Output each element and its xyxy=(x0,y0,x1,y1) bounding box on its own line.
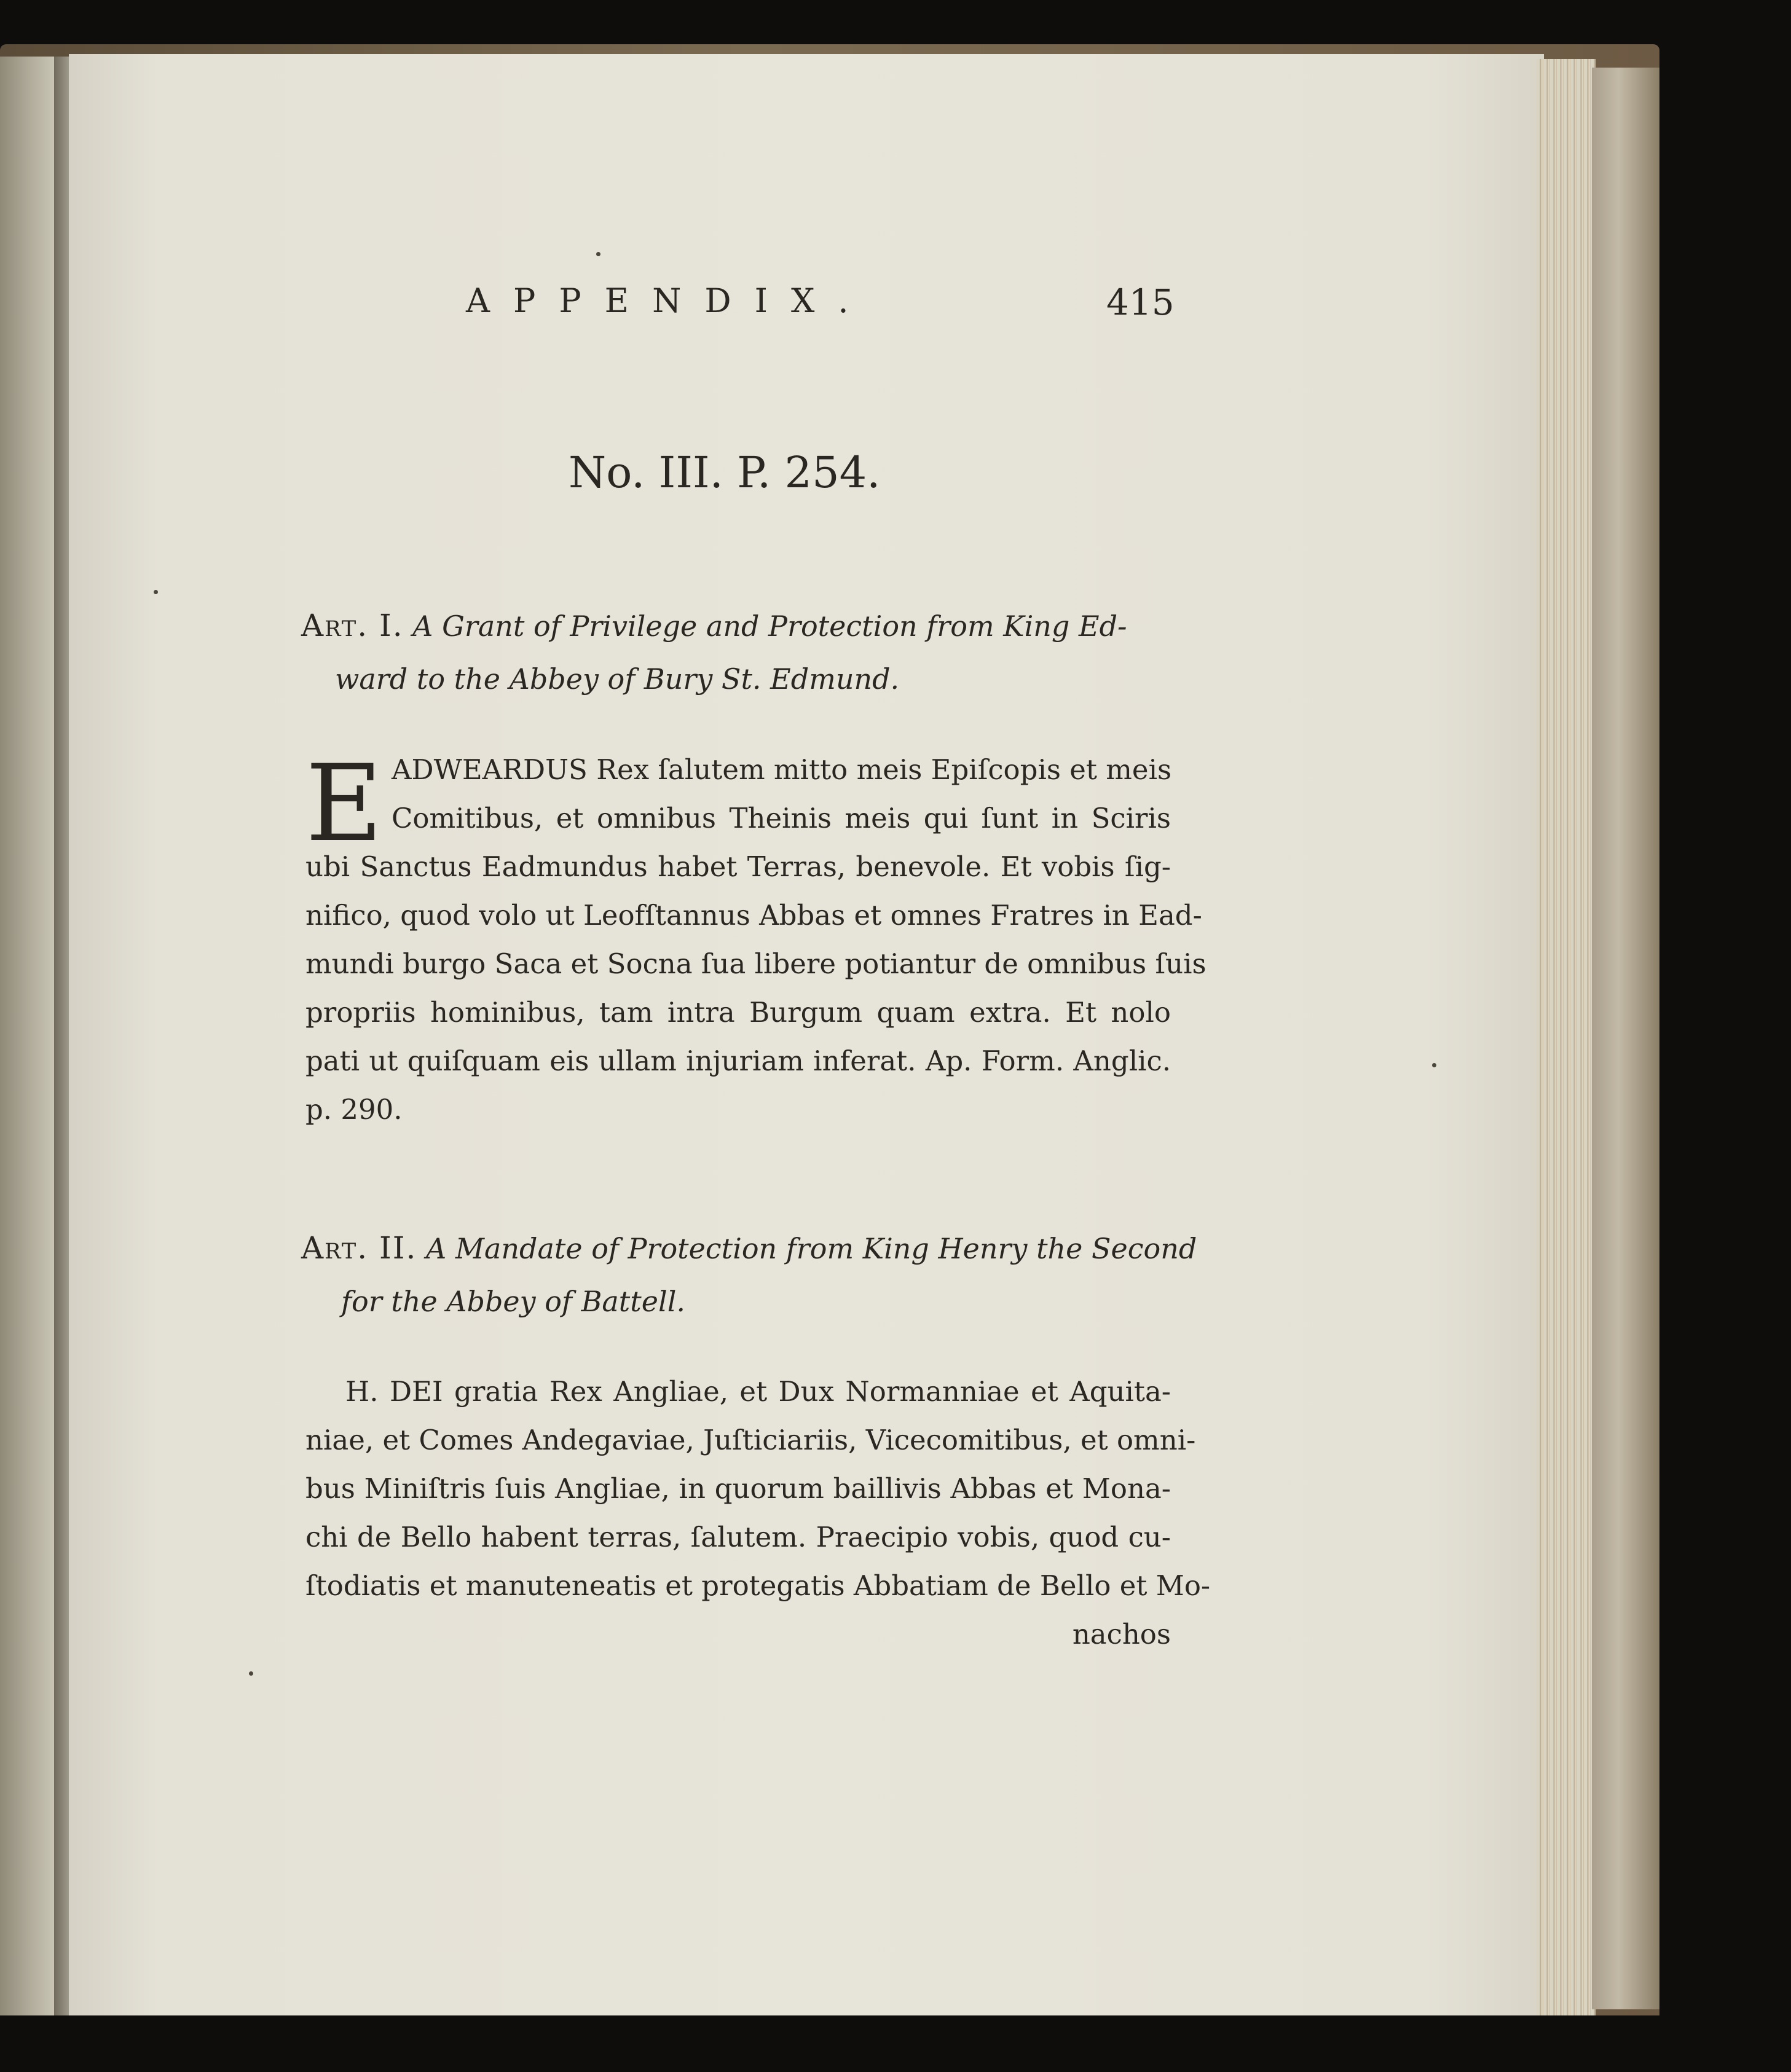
article-2-line: chi de Bello habent terras, ſalutem. Praecipio vobis, quod cu- xyxy=(305,1521,1171,1553)
article-2-body xyxy=(305,1367,1211,1658)
article-1-line: ubi Sanctus Eadmundus habet Terras, benevole. Et vobis ſig- xyxy=(305,850,1171,883)
article-2-title-line-1: A Mandate of Protection from King Henry the Second xyxy=(426,1232,1197,1265)
article-2-heading xyxy=(301,1222,1197,1328)
article-1-line: p. 290. xyxy=(305,1093,403,1126)
section-title: No. III. P. 254. xyxy=(569,447,881,498)
running-title: APPENDIX. xyxy=(466,281,872,320)
cover-edge xyxy=(1592,68,1659,2009)
article-1-line: Comitibus, et omnibus Theinis meis qui ſunt in Sciris xyxy=(392,802,1171,834)
article-1-title-line-1: A Grant of Privilege and Protection from King Ed- xyxy=(412,610,1127,643)
article-1-line: nifico, quod volo ut Leofſtannus Abbas et omnes Fratres in Ead- xyxy=(305,899,1202,932)
article-2-line: H. DEI gratia Rex Angliae, et Dux Normanniae et Aquita- xyxy=(345,1375,1171,1408)
article-1-line: propriis hominibus, tam intra Burgum quam extra. Et nolo xyxy=(305,996,1171,1029)
verso-page-edge xyxy=(0,57,54,2023)
article-2-line: niae, et Comes Andegaviae, Juſticiariis, Vicecomitibus, et omni- xyxy=(305,1424,1196,1456)
article-2-title-line-2: for the Abbey of Battell. xyxy=(341,1285,686,1318)
ink-speck xyxy=(249,1671,253,1676)
article-2-line: bus Miniſtris ſuis Angliae, in quorum baillivis Abbas et Mona- xyxy=(305,1472,1171,1505)
article-2-line: ſtodiatis et manuteneatis et protegatis Abbatiam de Bello et Mo- xyxy=(305,1569,1211,1602)
page-edges xyxy=(1537,59,1596,2019)
page-number: 415 xyxy=(1106,281,1175,323)
article-1-heading xyxy=(301,599,1174,705)
article-1-line: pati ut quiſquam eis ullam injuriam inferat. Ap. Form. Anglic. xyxy=(305,1045,1171,1077)
drop-cap: E xyxy=(305,742,383,865)
article-1-line: mundi burgo Saca et Socna ſua libere potiantur de omnibus ſuis xyxy=(305,948,1206,980)
article-1-line: ADWEARDUS Rex ſalutem mitto meis Epiſcopis et meis xyxy=(392,753,1172,786)
ink-speck xyxy=(596,252,600,256)
catchword: nachos xyxy=(1072,1618,1171,1650)
article-2-number: Art. II. xyxy=(301,1230,417,1266)
article-1-number: Art. I. xyxy=(301,608,404,643)
ink-speck xyxy=(1432,1063,1436,1067)
ink-speck xyxy=(154,590,158,594)
background xyxy=(0,2015,1791,2072)
article-1-body xyxy=(305,742,1206,1134)
article-1-title-line-2: ward to the Abbey of Bury St. Edmund. xyxy=(335,662,900,696)
